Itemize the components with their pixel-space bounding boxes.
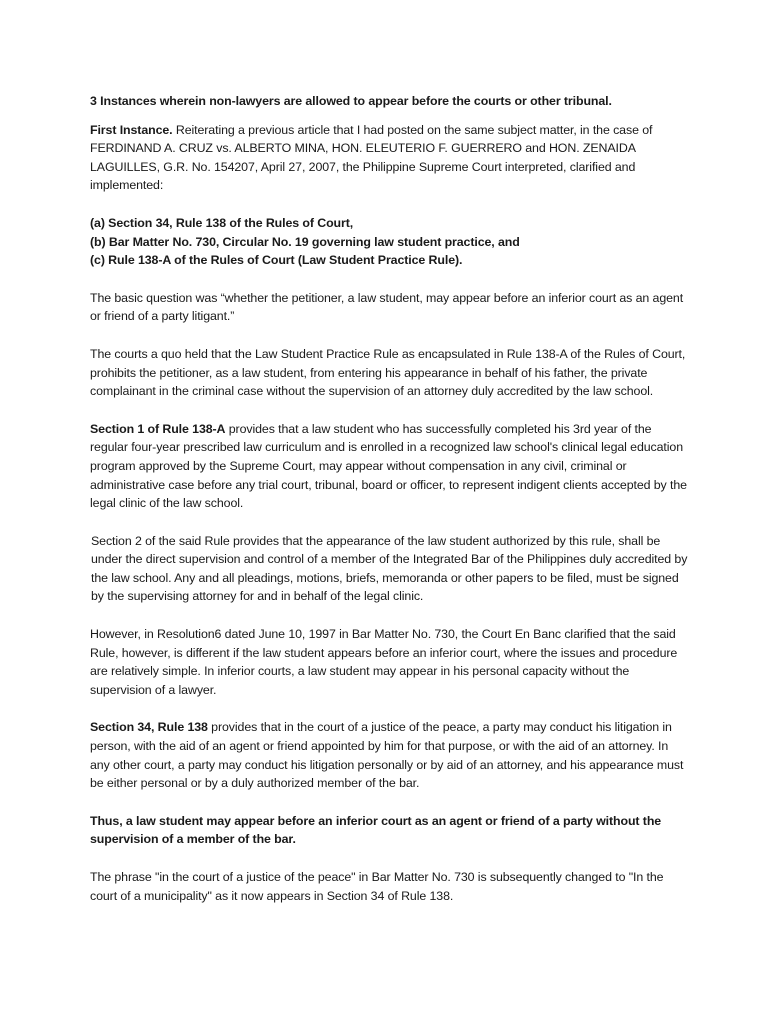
first-instance-text: Reiterating a previous article that I had posted on the same subject matter, in the case of FERDINAND A. CRUZ vs. ALBERTO MINA, HON. ELEUTERIO F. GUERRERO and HON. ZENAIDA LAGUILLES, G.R. No. 154207, April 27, 2007, the Philippine Supreme Court interpreted, clarified and implemented:	[90, 122, 653, 193]
list-item: (b) Bar Matter No. 730, Circular No. 19 governing law student practice, and	[90, 234, 520, 249]
document-heading: 3 Instances wherein non-lawyers are allowed to appear before the courts or other tribunal.	[90, 94, 612, 108]
phrase-paragraph: The phrase "in the court of a justice of the peace" in Bar Matter No. 730 is subsequently changed to "In the court of a municipality" as it now appears in Section 34 of Rule 138.	[90, 870, 664, 903]
section1-lead: Section 1 of Rule 138-A	[90, 421, 226, 436]
section34-text: provides that in the court of a justice of the peace, a party may conduct his litigation in person, with the aid of an agent or friend appointed by him for that purpose, or with the aid of an attorney. In any other court, a party may conduct his litigation personally or by aid of an attorney, and his appearance must be either personal or by a duly authorized member of the bar.	[90, 720, 684, 791]
section1-text: provides that a law student who has successfully completed his 3rd year of the regular four-year prescribed law curriculum and is enrolled in a recognized law school's clinical legal education program approved by the Supreme Court, may appear without compensation in any civil, criminal or administrative case before any trial court, tribunal, board or officer, to represent indigent clients accepted by the legal clinic of the law school.	[90, 421, 687, 511]
first-instance-lead: First Instance.	[90, 122, 173, 137]
conclusion-paragraph: Thus, a law student may appear before an inferior court as an agent or friend of a party without the supervision of a member of the bar.	[90, 813, 662, 847]
list-item: (a) Section 34, Rule 138 of the Rules of Court,	[90, 215, 354, 230]
section2-paragraph: Section 2 of the said Rule provides that the appearance of the law student authorized by this rule, shall be under the direct supervision and control of a member of the Integrated Bar of the Philippines duly accredited by the law school. Any and all pleadings, motions, briefs, memoranda or other papers to be filed, must be signed by the supervising attorney for and in behalf of the legal clinic.	[91, 533, 688, 604]
section34-paragraph	[90, 718, 690, 792]
list-item: (c) Rule 138-A of the Rules of Court (Law Student Practice Rule).	[90, 253, 463, 268]
document-page	[90, 92, 690, 905]
section1-paragraph	[90, 420, 690, 513]
first-instance-paragraph	[90, 121, 690, 195]
section34-lead: Section 34, Rule 138	[90, 720, 208, 735]
rules-list	[90, 214, 690, 270]
basic-question-paragraph: The basic question was “whether the petitioner, a law student, may appear before an inferior court as an agent or friend of a party litigant.”	[90, 290, 684, 324]
resolution-paragraph: However, in Resolution6 dated June 10, 1997 in Bar Matter No. 730, the Court En Banc clarified that the said Rule, however, is different if the law student appears before an inferior court, where the issues and procedure are relatively simple. In inferior courts, a law student may appear in his personal capacity without the supervision of a lawyer.	[90, 627, 678, 697]
courts-a-quo-paragraph: The courts a quo held that the Law Student Practice Rule as encapsulated in Rule 138-A of the Rules of Court, prohibits the petitioner, as a law student, from entering his appearance in behalf of his father, the private complainant in the criminal case without the supervision of an attorney duly accredited by the law school.	[90, 346, 686, 399]
